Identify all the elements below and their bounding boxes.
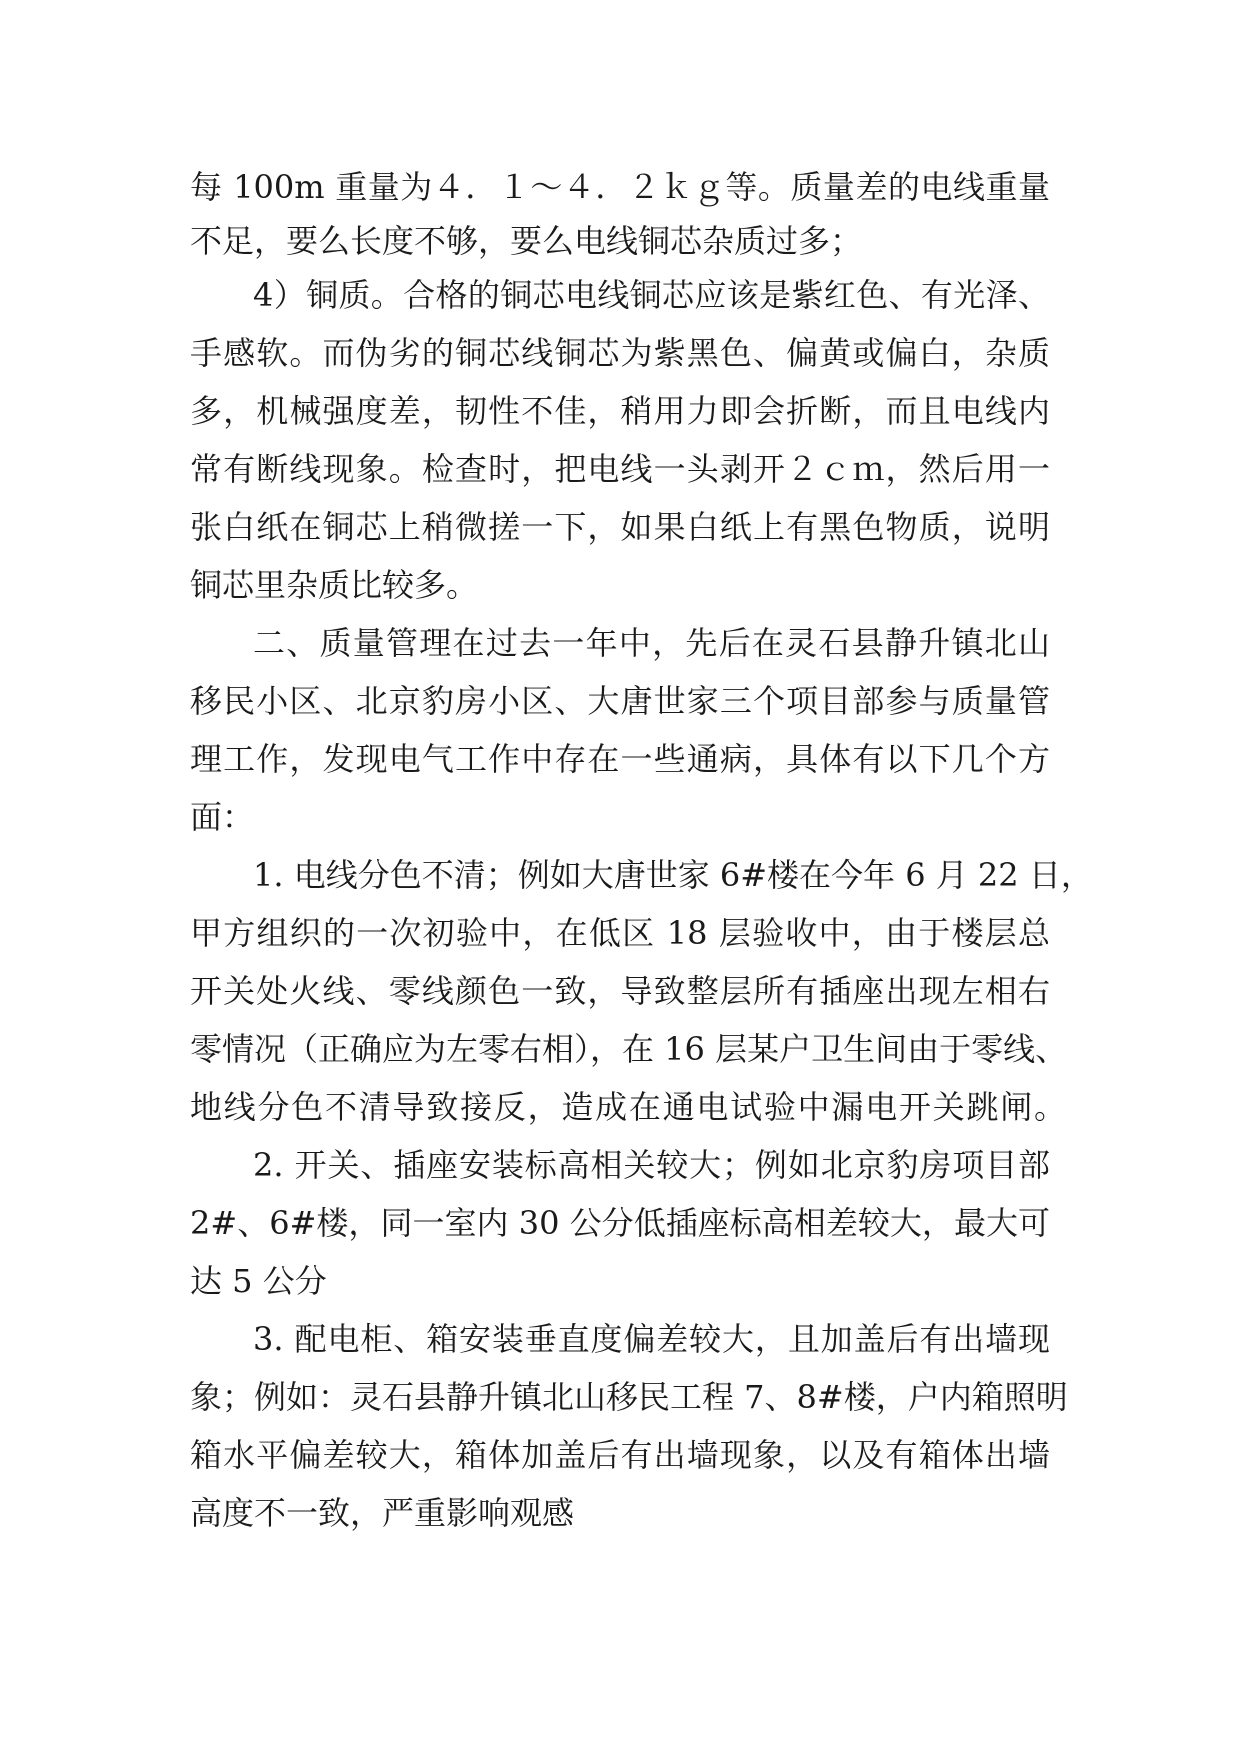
text-line-13: 1. 电线分色不清；例如大唐世家 6#楼在今年 6 月 22 日，	[253, 856, 1093, 894]
text-line-3: 4）铜质。合格的铜芯电线铜芯应该是紫红色、有光泽、	[253, 276, 1050, 314]
text-line-2: 不足，要么长度不够，要么电线铜芯杂质过多；	[190, 222, 863, 260]
text-line-14: 甲方组织的一次初验中，在低区 18 层验收中，由于楼层总	[190, 914, 1050, 952]
text-line-7: 张白纸在铜芯上稍微搓一下，如果白纸上有黑色物质，说明	[190, 508, 1050, 546]
text-line-17: 地线分色不清导致接反，造成在通电试验中漏电开关跳闸。	[190, 1088, 1066, 1126]
text-line-19: 2#、6#楼，同一室内 30 公分低插座标高相差较大，最大可	[190, 1204, 1050, 1242]
text-line-1: 每 100m 重量为４．１～４．２ｋｇ等。质量差的电线重量	[190, 168, 1050, 206]
text-line-9: 二、质量管理在过去一年中，先后在灵石县静升镇北山	[253, 624, 1050, 662]
text-line-6: 常有断线现象。检查时，把电线一头剥开２ｃｍ，然后用一	[190, 450, 1050, 488]
text-line-15: 开关处火线、零线颜色一致，导致整层所有插座出现左相右	[190, 972, 1050, 1010]
text-line-18: 2. 开关、插座安装标高相关较大；例如北京豹房项目部	[253, 1146, 1050, 1184]
text-line-12: 面：	[190, 798, 255, 836]
text-line-10: 移民小区、北京豹房小区、大唐世家三个项目部参与质量管	[190, 682, 1050, 720]
text-line-16: 零情况（正确应为左零右相），在 16 层某户卫生间由于零线、	[190, 1030, 1068, 1068]
text-line-5: 多，机械强度差，韧性不佳，稍用力即会折断，而且电线内	[190, 392, 1050, 430]
text-line-4: 手感软。而伪劣的铜芯线铜芯为紫黑色、偏黄或偏白，杂质	[190, 334, 1050, 372]
text-line-20: 达 5 公分	[190, 1262, 327, 1300]
text-line-24: 高度不一致，严重影响观感	[190, 1494, 575, 1532]
text-line-8: 铜芯里杂质比较多。	[190, 566, 479, 604]
text-line-23: 箱水平偏差较大，箱体加盖后有出墙现象，以及有箱体出墙	[190, 1436, 1050, 1474]
text-line-21: 3. 配电柜、箱安装垂直度偏差较大，且加盖后有出墙现	[253, 1320, 1050, 1358]
text-line-22: 象；例如：灵石县静升镇北山移民工程 7、8#楼，户内箱照明	[190, 1378, 1068, 1416]
text-line-11: 理工作，发现电气工作中存在一些通病，具体有以下几个方	[190, 740, 1050, 778]
